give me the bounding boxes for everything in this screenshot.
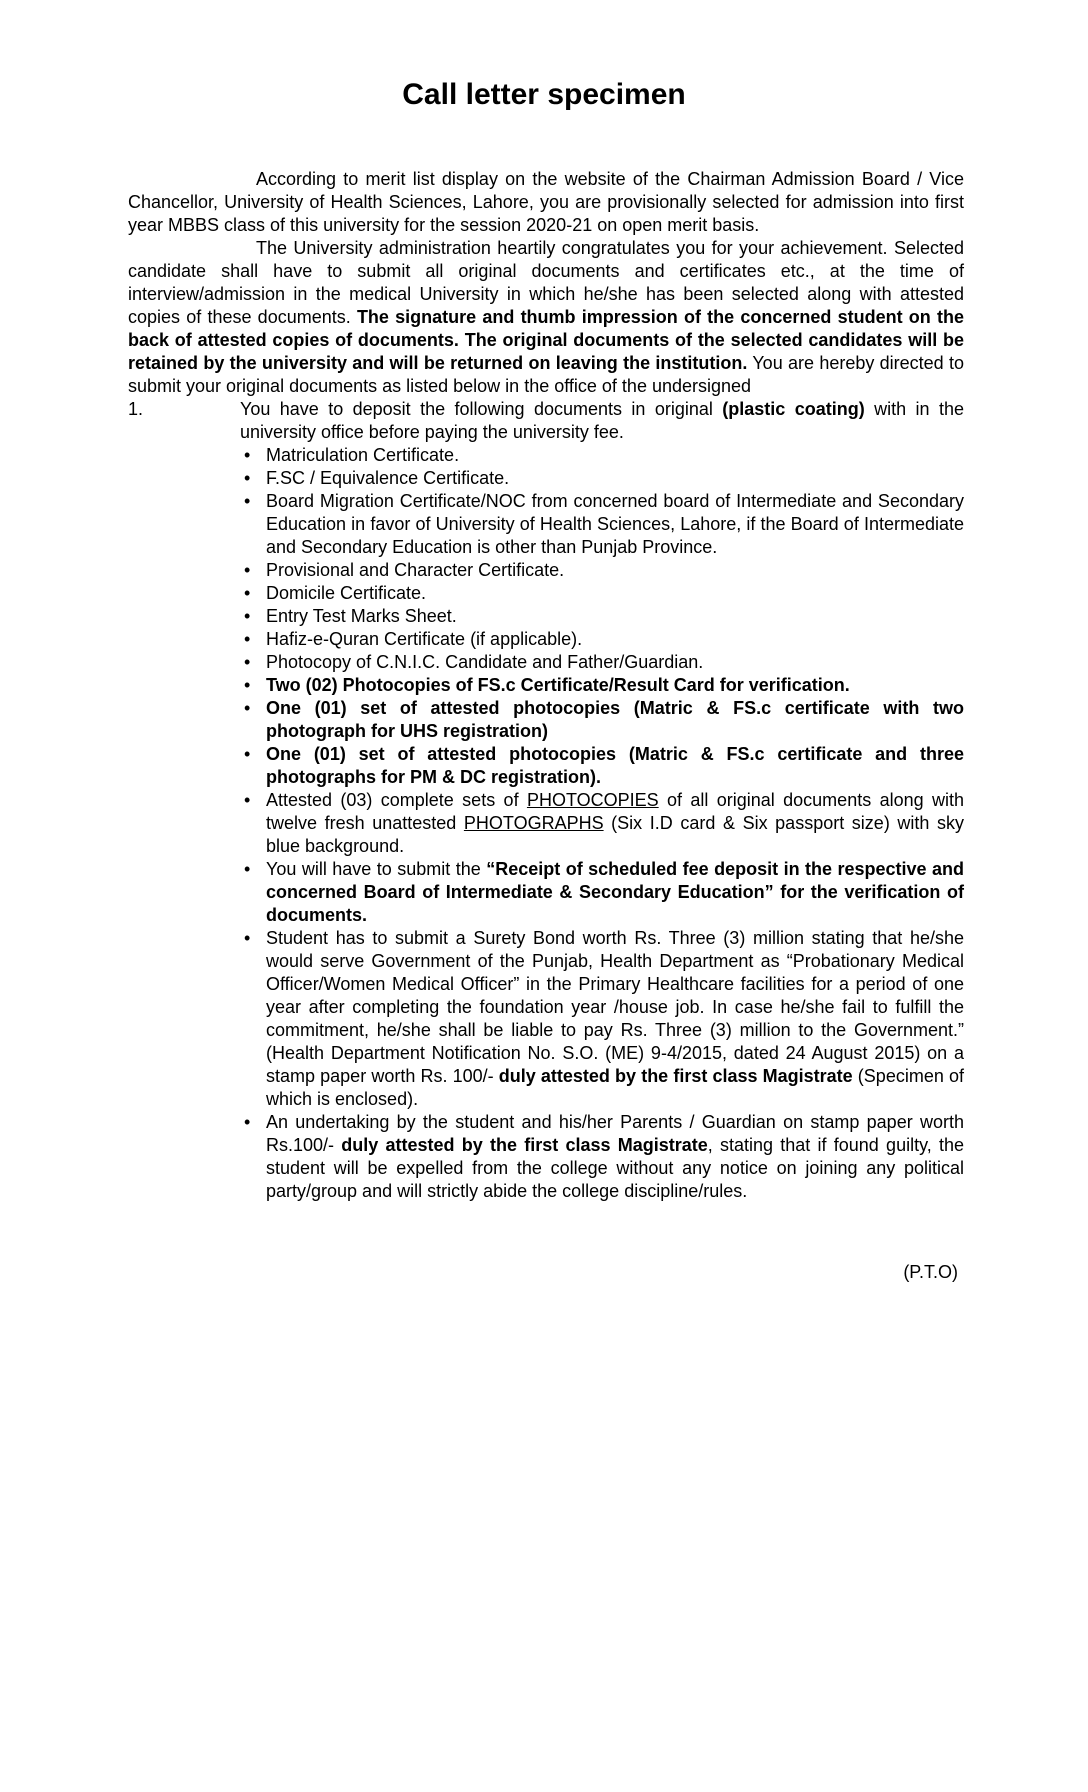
letter-body [128,168,964,1203]
list-item-text-bold: duly attested by the first class Magistrate [498,1066,853,1086]
bullet-icon: • [244,698,251,718]
list-item-text: Provisional and Character Certificate. [266,560,565,580]
bullet-icon: • [244,606,251,626]
list-item-text: Domicile Certificate. [266,583,427,603]
list-item-text: Entry Test Marks Sheet. [266,606,457,626]
bullet-icon: • [244,744,251,764]
bullet-icon: • [244,928,251,948]
photographs-underlined: PHOTOGRAPHS [463,813,604,833]
paragraph-congratulations-text-c: You are hereby directed to submit your original documents as listed below in the office of the undersigned [128,353,964,396]
list-item [240,582,964,605]
bullet-icon: • [244,468,251,488]
list-item-text-a: Attested (03) complete sets of [266,790,527,810]
page-title: Call letter specimen [402,78,686,111]
paragraph-congratulations-bold: The signature and thumb impression of the concerned student on the back of attested copies of documents. The original documents of the selected candidates will be retained by the university and will be returned on leaving the institution. [128,307,964,373]
item-1-text-a: You have to deposit the following documents in original [240,399,723,419]
list-item [240,697,964,743]
bullet-icon: • [244,583,251,603]
list-item-text: Board Migration Certificate/NOC from concerned board of Intermediate and Secondary Education in favor of University of Health Sciences, Lahore, if the Board of Intermediate and Secondary Education is other than Punjab Province. [266,491,964,557]
list-item-text: Two (02) Photocopies of FS.c Certificate/Result Card for verification. [266,675,850,695]
list-item-text-a: An undertaking by the student and his/her Parents / Guardian on stamp paper worth Rs.100/- [266,1112,964,1155]
list-item-text: Matriculation Certificate. [266,445,460,465]
photocopies-underlined: PHOTOCOPIES [526,790,659,810]
paragraph-merit [128,168,964,237]
documents-list [240,444,964,1203]
list-item [240,858,964,927]
bullet-icon: • [244,790,251,810]
list-item [240,490,964,559]
list-item [240,743,964,789]
list-item-text: One (01) set of attested photocopies (Matric & FS.c certificate with two photograph for UHS registration) [266,698,964,741]
list-item [240,628,964,651]
item-1-text-bold: (plastic coating) [722,399,865,419]
bullet-icon: • [244,560,251,580]
item-1-text-c: with in the university office before paying the university fee. [240,399,965,442]
list-item [240,927,964,1111]
list-item [240,651,964,674]
item-number: 1. [128,399,144,419]
paragraph-congratulations [128,237,964,398]
list-item-text-e: (Six I.D card & Six passport size) with sky blue background. [266,813,965,856]
numbered-item-1 [128,398,964,444]
list-item-text-c: of all original documents along with twelve fresh unattested [266,790,964,833]
bullet-icon: • [244,859,251,879]
list-item [240,789,964,858]
list-item-text: Photocopy of C.N.I.C. Candidate and Father/Guardian. [266,652,704,672]
list-item-text-bold: duly attested by the first class Magistrate [341,1135,708,1155]
bullet-icon: • [244,491,251,511]
paragraph-merit-text: According to merit list display on the website of the Chairman Admission Board / Vice Chancellor, University of Health Sciences, Lahore, you are provisionally selected for admission into first year MBBS class of this university for the session 2020-21 on open merit basis. [128,169,964,235]
list-item-text: One (01) set of attested photocopies (Matric & FS.c certificate and three photographs for PM & DC registration). [266,744,964,787]
bullet-icon: • [244,675,251,695]
list-item-text-a: You will have to submit the [266,859,487,879]
bullet-icon: • [244,445,251,465]
item-1-text [240,398,964,444]
list-item-text-a: Student has to submit a Surety Bond worth Rs. Three (3) million stating that he/she would serve Government of the Punjab, Health Department as “Probationary Medical Officer/Women Medical Officer” in the Primary Healthcare facilities for a period of one year after completing the foundation year /house job. In case he/she fail to fulfill the commitment, he/she shall be liable to pay Rs. Three (3) million to the Government.” (Health Department Notification No. S.O. (ME) 9-4/2015, dated 24 August 2015) on a stamp paper worth Rs. 100/- [266,928,964,1086]
paragraph-congratulations-text-a: The University administration heartily congratulates you for your achievement. Selected candidate shall have to submit all original documents and certificates etc., at the time of interview/admission in the medical University in which he/she has been selected along with attested copies of these documents. [128,238,964,327]
list-item [240,467,964,490]
bullet-icon: • [244,629,251,649]
list-item [240,444,964,467]
list-item-text: F.SC / Equivalence Certificate. [266,468,510,488]
please-turn-over: (P.T.O) [903,1262,958,1282]
list-item [240,559,964,582]
list-item-text-c: , stating that if found guilty, the student will be expelled from the college without any notice on joining any political party/group and will strictly abide the college discipline/rules. [266,1135,964,1201]
list-item-text-c: (Specimen of which is enclosed). [266,1066,964,1109]
list-item [240,674,964,697]
bullet-icon: • [244,652,251,672]
list-item [240,605,964,628]
list-item [240,1111,964,1203]
list-item-text-bold: “Receipt of scheduled fee deposit in the respective and concerned Board of Intermediate & Secondary Education” for the verification of documents. [266,859,964,925]
bullet-icon: • [244,1112,251,1132]
list-item-text: Hafiz-e-Quran Certificate (if applicable). [266,629,583,649]
